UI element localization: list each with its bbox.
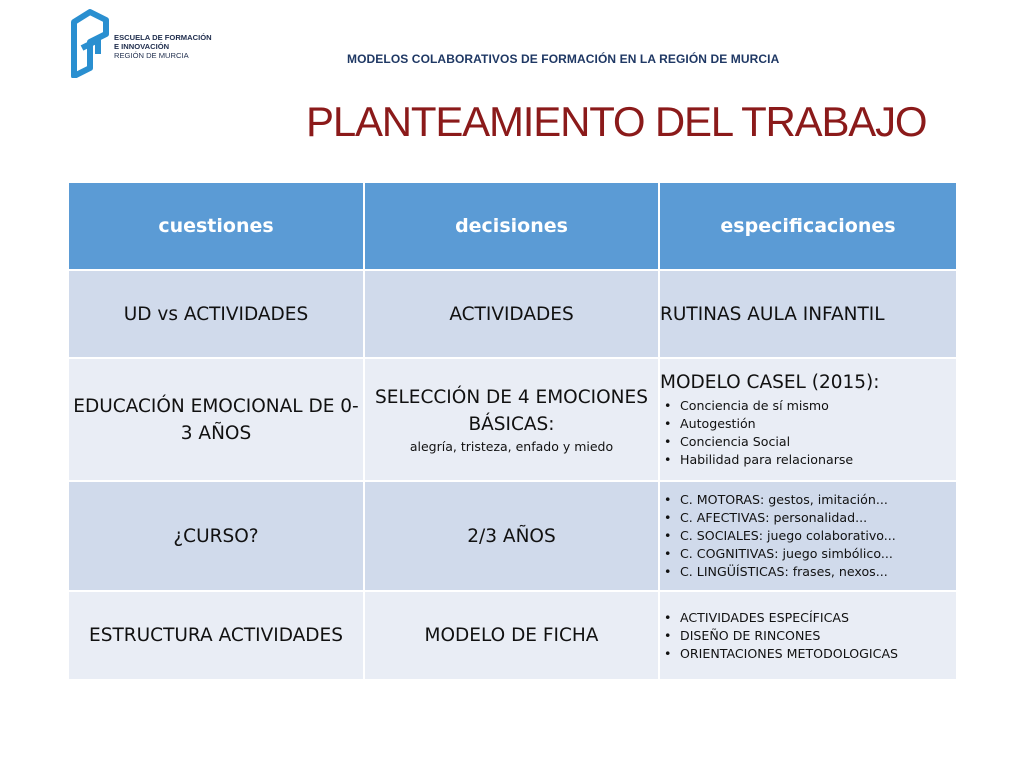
- cell-decision-text: SELECCIÓN DE 4 EMOCIONES BÁSICAS:: [375, 386, 648, 435]
- cell-cuestion: ¿CURSO?: [68, 481, 364, 591]
- list-item: • C. SOCIALES: juego colaborativo...: [660, 527, 956, 545]
- cell-cuestion: [68, 358, 364, 481]
- list-item: • C. MOTORAS: gestos, imitación...: [660, 491, 956, 509]
- table-header-row: [68, 182, 957, 270]
- column-header-decisiones: decisiones: [364, 182, 659, 270]
- logo-line-1: ESCUELA DE FORMACIÓN: [114, 33, 212, 42]
- list-item: • Conciencia de sí mismo: [660, 397, 956, 415]
- table-row: [68, 591, 957, 680]
- cell-decision: MODELO DE FICHA: [364, 591, 659, 680]
- spec-list: [660, 609, 956, 663]
- work-plan-table: [67, 181, 958, 681]
- list-item: • Conciencia Social: [660, 433, 956, 451]
- list-item: • Habilidad para relacionarse: [660, 451, 956, 469]
- list-item: • ORIENTACIONES METODOLOGICAS: [660, 645, 956, 663]
- table-row: [68, 358, 957, 481]
- spec-heading: MODELO CASEL (2015):: [660, 371, 880, 393]
- table-row: [68, 481, 957, 591]
- slide-title: PLANTEAMIENTO DEL TRABAJO: [306, 98, 927, 145]
- list-item: • Autogestión: [660, 415, 956, 433]
- cell-especificacion: RUTINAS AULA INFANTIL: [659, 270, 957, 358]
- column-header-especificaciones: especificaciones: [659, 182, 957, 270]
- logo-line-3: REGIÓN DE MURCIA: [114, 51, 189, 60]
- list-item: • DISEÑO DE RINCONES: [660, 627, 956, 645]
- spec-list: [660, 397, 956, 469]
- cell-decision-note: alegría, tristeza, enfado y miedo: [409, 438, 614, 454]
- cell-cuestion: ESTRUCTURA ACTIVIDADES: [68, 591, 364, 680]
- logo-line-2: E INNOVACIÓN: [114, 42, 170, 51]
- list-item: • C. AFECTIVAS: personalidad...: [660, 509, 956, 527]
- logo-text: [114, 33, 212, 60]
- cell-decision: 2/3 AÑOS: [364, 481, 659, 591]
- cell-especificacion: [659, 481, 957, 591]
- list-item: • ACTIVIDADES ESPECÍFICAS: [660, 609, 956, 627]
- list-item: • C. COGNITIVAS: juego simbólico...: [660, 545, 956, 563]
- column-header-cuestiones: cuestiones: [68, 182, 364, 270]
- cell-especificacion: [659, 358, 957, 481]
- slide-subtitle: MODELOS COLABORATIVOS DE FORMACIÓN EN LA REGIÓN DE MURCIA: [347, 52, 780, 66]
- list-item: • C. LINGÜÍSTICAS: frases, nexos...: [660, 563, 956, 581]
- spec-list: [660, 491, 956, 581]
- cell-decision: ACTIVIDADES: [364, 270, 659, 358]
- efi-logo-icon: [68, 4, 112, 78]
- cell-especificacion: [659, 591, 957, 680]
- table-row: [68, 270, 957, 358]
- cell-cuestion-text: EDUCACIÓN EMOCIONAL DE 0-3 AÑOS: [73, 395, 359, 444]
- cell-cuestion: UD vs ACTIVIDADES: [68, 270, 364, 358]
- cell-decision: [364, 358, 659, 481]
- efi-logo: [68, 4, 238, 78]
